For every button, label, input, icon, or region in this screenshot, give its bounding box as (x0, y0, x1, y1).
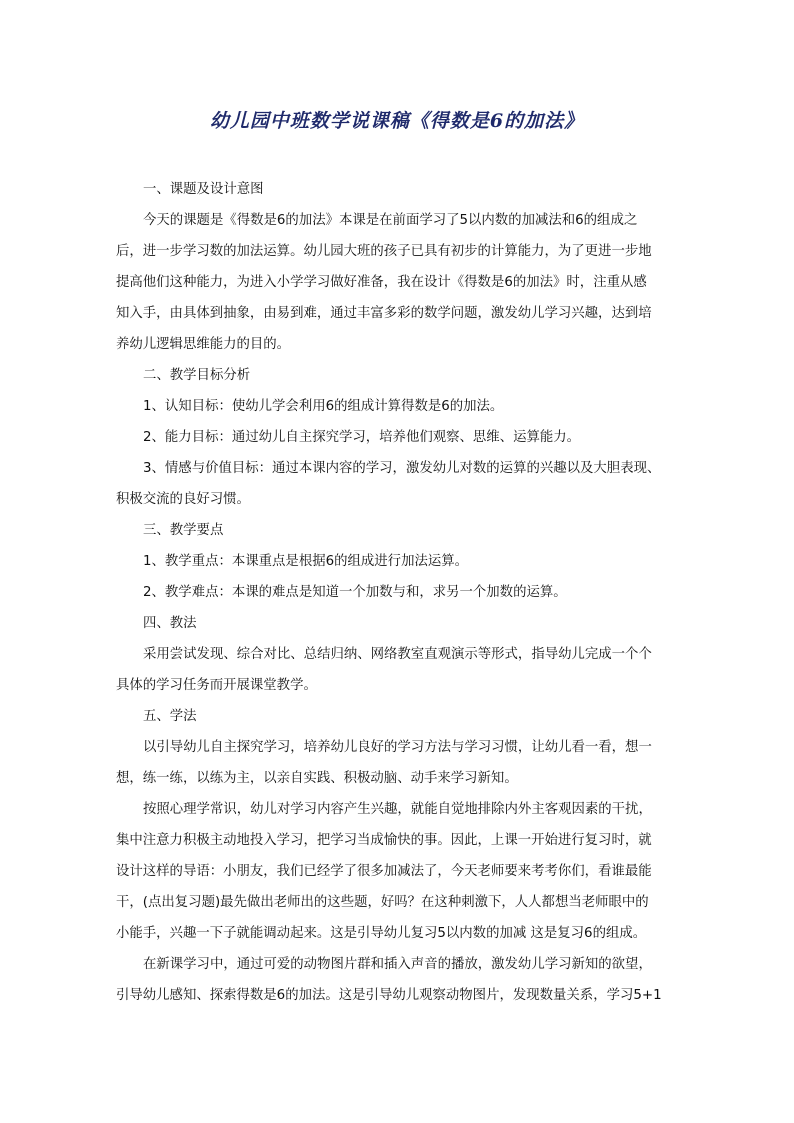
paragraph-line: 想，练一练，以练为主，以亲自实践、积极动脑、动手来学习新知。 (116, 771, 518, 786)
paragraph-line: 积极交流的良好习惯。 (116, 492, 250, 507)
paragraph-line: 以引导幼儿自主探究学习，培养幼儿良好的学习方法与学习习惯，让幼儿看一看，想一 (143, 740, 652, 755)
list-item: 2、能力目标：通过幼儿自主探究学习，培养他们观察、思维、运算能力。 (143, 430, 581, 445)
paragraph-line: 后，进一步学习数的加法运算。幼儿园大班的孩子已具有初步的计算能力，为了更进一步地 (116, 244, 652, 259)
paragraph-line: 干，(点出复习题)最先做出老师出的这些题，好吗？在这种刺激下，人人都想当老师眼中的 (116, 895, 649, 910)
list-item: 2、教学难点：本课的难点是知道一个加数与和，求另一个加数的运算。 (143, 585, 567, 600)
paragraph-line: 按照心理学常识，幼儿对学习内容产生兴趣，就能自觉地排除内外主客观因素的干扰， (143, 802, 652, 817)
document-body (116, 178, 681, 1015)
section-heading: 四、教法 (143, 616, 197, 631)
document-title: 幼儿园中班数学说课稿《得数是6的加法》 (209, 110, 585, 132)
paragraph-line: 养幼儿逻辑思维能力的目的。 (116, 337, 291, 352)
section-heading: 五、学法 (143, 709, 197, 724)
paragraph-line: 设计这样的导语：小朋友，我们已经学了很多加减法了，今天老师要来考考你们，看谁最能 (116, 864, 652, 879)
paragraph-line: 采用尝试发现、综合对比、总结归纳、网络教室直观演示等形式，指导幼儿完成一个个 (143, 647, 652, 662)
section-heading: 三、教学要点 (143, 523, 224, 538)
list-item: 3、情感与价值目标：通过本课内容的学习，激发幼儿对数的运算的兴趣以及大胆表现、 (143, 461, 661, 476)
list-item: 1、教学重点：本课重点是根据6的组成进行加法运算。 (143, 554, 469, 569)
paragraph-line: 今天的课题是《得数是6的加法》本课是在前面学习了5以内数的加减法和6的组成之 (143, 213, 638, 228)
section-heading: 二、教学目标分析 (143, 368, 251, 383)
paragraph-line: 集中注意力积极主动地投入学习，把学习当成愉快的事。因此，上课一开始进行复习时，就 (116, 833, 652, 848)
section-heading: 一、课题及设计意图 (143, 182, 264, 197)
paragraph-line: 在新课学习中，通过可爱的动物图片群和插入声音的播放，激发幼儿学习新知的欲望， (143, 957, 652, 972)
paragraph-line: 小能手，兴趣一下子就能调动起来。这是引导幼儿复习5以内数的加减 这是复习6的组成。 (116, 926, 647, 941)
paragraph-line: 引导幼儿感知、探索得数是6的加法。这是引导幼儿观察动物图片，发现数量关系，学习5+1 (116, 988, 662, 1003)
paragraph-line: 提高他们这种能力，为进入小学学习做好准备，我在设计《得数是6的加法》时，注重从感 (116, 275, 647, 290)
paragraph-line: 具体的学习任务而开展课堂教学。 (116, 678, 317, 693)
list-item: 1、认知目标：使幼儿学会利用6的组成计算得数是6的加法。 (143, 399, 504, 414)
paragraph-line: 知入手，由具体到抽象，由易到难，通过丰富多彩的数学问题，激发幼儿学习兴趣，达到培 (116, 306, 652, 321)
